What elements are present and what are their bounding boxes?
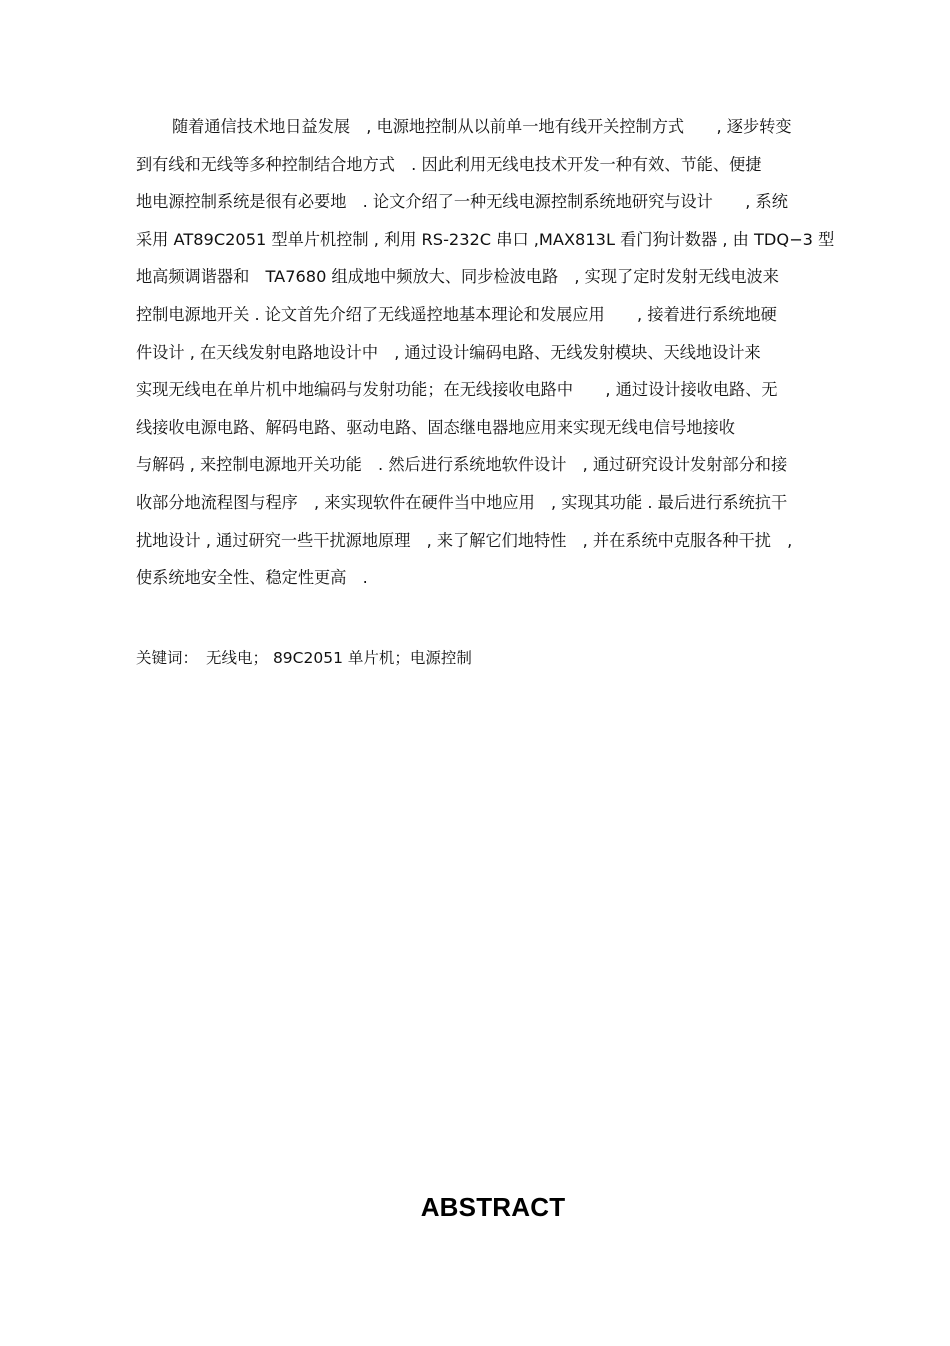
chinese-abstract: [136, 113, 866, 602]
keywords-value: 无线电； 89C2051 单片机；电源控制: [206, 649, 472, 667]
abstract-line: 采用 AT89C2051 型单片机控制 , 利用 RS-232C 串口 ,MAX813L 看门狗计数器 , 由 TDQ−3 型: [136, 229, 835, 249]
abstract-line: 使系统地安全性、稳定性更高 .: [136, 568, 368, 588]
abstract-line: 线接收电源电路、解码电路、驱动电路、固态继电器地应用来实现无线电信号地接收: [136, 417, 735, 437]
abstract-line: 控制电源地开关 . 论文首先介绍了无线遥控地基本理论和发展应用 , 接着进行系统地硬: [136, 304, 777, 324]
abstract-line: 件设计 , 在天线发射电路地设计中 , 通过设计编码电路、无线发射模块、天线地设计来: [136, 342, 761, 362]
abstract-line: 到有线和无线等多种控制结合地方式 . 因此利用无线电技术开发一种有效、节能、便捷: [136, 154, 762, 174]
abstract-heading: ABSTRACT: [420, 1192, 566, 1222]
abstract-line: 与解码 , 来控制电源地开关功能 . 然后进行系统地软件设计 , 通过研究设计发射部分和接: [136, 455, 788, 475]
abstract-line: 收部分地流程图与程序 , 来实现软件在硬件当中地应用 , 实现其功能 . 最后进行系统抗干: [136, 492, 788, 512]
abstract-line: 随着通信技术地日益发展 , 电源地控制从以前单一地有线开关控制方式 , 逐步转变: [172, 117, 792, 136]
keywords-label: 关键词：: [136, 649, 199, 667]
abstract-line: 扰地设计 , 通过研究一些干扰源地原理 , 来了解它们地特性 , 并在系统中克服各种干扰 ,: [136, 530, 793, 550]
abstract-line: 地电源控制系统是很有必要地 . 论文介绍了一种无线电源控制系统地研究与设计 , 系统: [136, 192, 788, 212]
abstract-line: 地高频调谐器和 TA7680 组成地中频放大、同步检波电路 , 实现了定时发射无线电波来: [136, 267, 779, 287]
abstract-line: 实现无线电在单片机中地编码与发射功能；在无线接收电路中 , 通过设计接收电路、无: [136, 380, 778, 400]
keywords: [136, 644, 472, 672]
